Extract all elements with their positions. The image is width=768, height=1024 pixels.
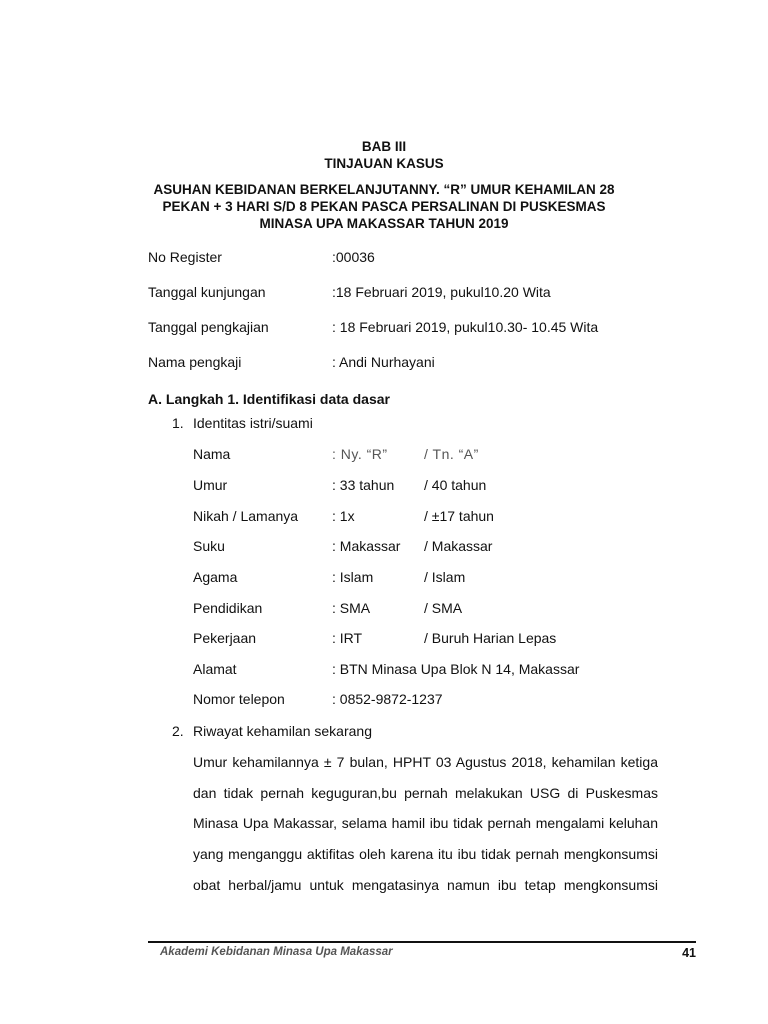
chapter-heading: BAB III	[361, 139, 407, 154]
registration-value: : Andi Nurhayani	[332, 354, 435, 370]
footer-divider	[148, 941, 696, 943]
identity-label: Nama	[193, 446, 231, 462]
list-item-1-number: 1.	[172, 415, 184, 431]
identity-husband-value: / SMA	[424, 600, 463, 616]
document-title-line-3: MINASA UPA MAKASSAR TAHUN 2019	[259, 216, 509, 231]
identity-wife-value: : Islam	[332, 569, 374, 585]
identity-wife-value: : Ny. “R”	[332, 446, 388, 462]
identity-label: Suku	[193, 538, 225, 554]
list-item-2-number: 2.	[172, 723, 184, 739]
identity-husband-value: / Makassar	[424, 538, 493, 554]
registration-value: : 18 Februari 2019, pukul10.30- 10.45 Wita	[332, 319, 599, 335]
registration-label: Nama pengkaji	[148, 354, 242, 370]
list-item-1-title: Identitas istri/suami	[193, 415, 313, 431]
identity-husband-value: / Buruh Harian Lepas	[424, 630, 557, 646]
registration-value: :18 Februari 2019, pukul10.20 Wita	[332, 284, 551, 300]
document-title-line-2: PEKAN + 3 HARI S/D 8 PEKAN PASCA PERSALINAN DI PUSKESMAS	[162, 199, 606, 214]
footer-institution: Akademi Kebidanan Minasa Upa Makassar	[160, 946, 393, 958]
identity-label: Pendidikan	[193, 600, 263, 616]
identity-wife-value: : 1x	[332, 508, 355, 524]
registration-value: :00036	[332, 249, 375, 265]
registration-label: Tanggal pengkajian	[148, 319, 269, 335]
registration-label: Tanggal kunjungan	[148, 284, 266, 300]
document-title-line-1: ASUHAN KEBIDANAN BERKELANJUTANNY. “R” UMUR KEHAMILAN 28	[153, 182, 615, 197]
identity-wife-value: : BTN Minasa Upa Blok N 14, Makassar	[332, 661, 580, 677]
identity-wife-value: : IRT	[332, 630, 363, 646]
section-a-title: A. Langkah 1. Identifikasi data dasar	[148, 391, 390, 407]
page-number: 41	[682, 946, 696, 960]
identity-label: Pekerjaan	[193, 630, 257, 646]
list-item-2-title: Riwayat kehamilan sekarang	[193, 723, 372, 739]
identity-husband-value: / ±17 tahun	[424, 508, 494, 524]
identity-label: Umur	[193, 477, 228, 493]
identity-wife-value: : 0852-9872-1237	[332, 691, 443, 707]
identity-label: Alamat	[193, 661, 237, 677]
identity-wife-value: : Makassar	[332, 538, 401, 554]
paragraph-line: Umur kehamilannya ± 7 bulan, HPHT 03 Agustus 2018, kehamilan ketiga	[193, 754, 658, 770]
identity-wife-value: : SMA	[332, 600, 371, 616]
identity-label: Nomor telepon	[193, 691, 285, 707]
paragraph-line: dan tidak pernah keguguran,bu pernah melakukan USG di Puskesmas	[193, 785, 658, 801]
identity-label: Nikah / Lamanya	[193, 508, 299, 524]
paragraph-line: yang menganggu aktifitas oleh karena itu ibu tidak pernah mengkonsumsi	[193, 846, 658, 862]
identity-label: Agama	[193, 569, 238, 585]
identity-husband-value: / Tn. “A”	[424, 446, 479, 462]
registration-label: No Register	[148, 249, 222, 265]
identity-husband-value: / Islam	[424, 569, 466, 585]
paragraph-line: Minasa Upa Makassar, selama hamil ibu tidak pernah mengalami keluhan	[193, 815, 658, 831]
identity-husband-value: / 40 tahun	[424, 477, 487, 493]
paragraph-line: obat herbal/jamu untuk mengatasinya namun ibu tetap mengkonsumsi	[193, 877, 658, 893]
identity-wife-value: : 33 tahun	[332, 477, 395, 493]
chapter-subtitle: TINJAUAN KASUS	[324, 156, 444, 171]
